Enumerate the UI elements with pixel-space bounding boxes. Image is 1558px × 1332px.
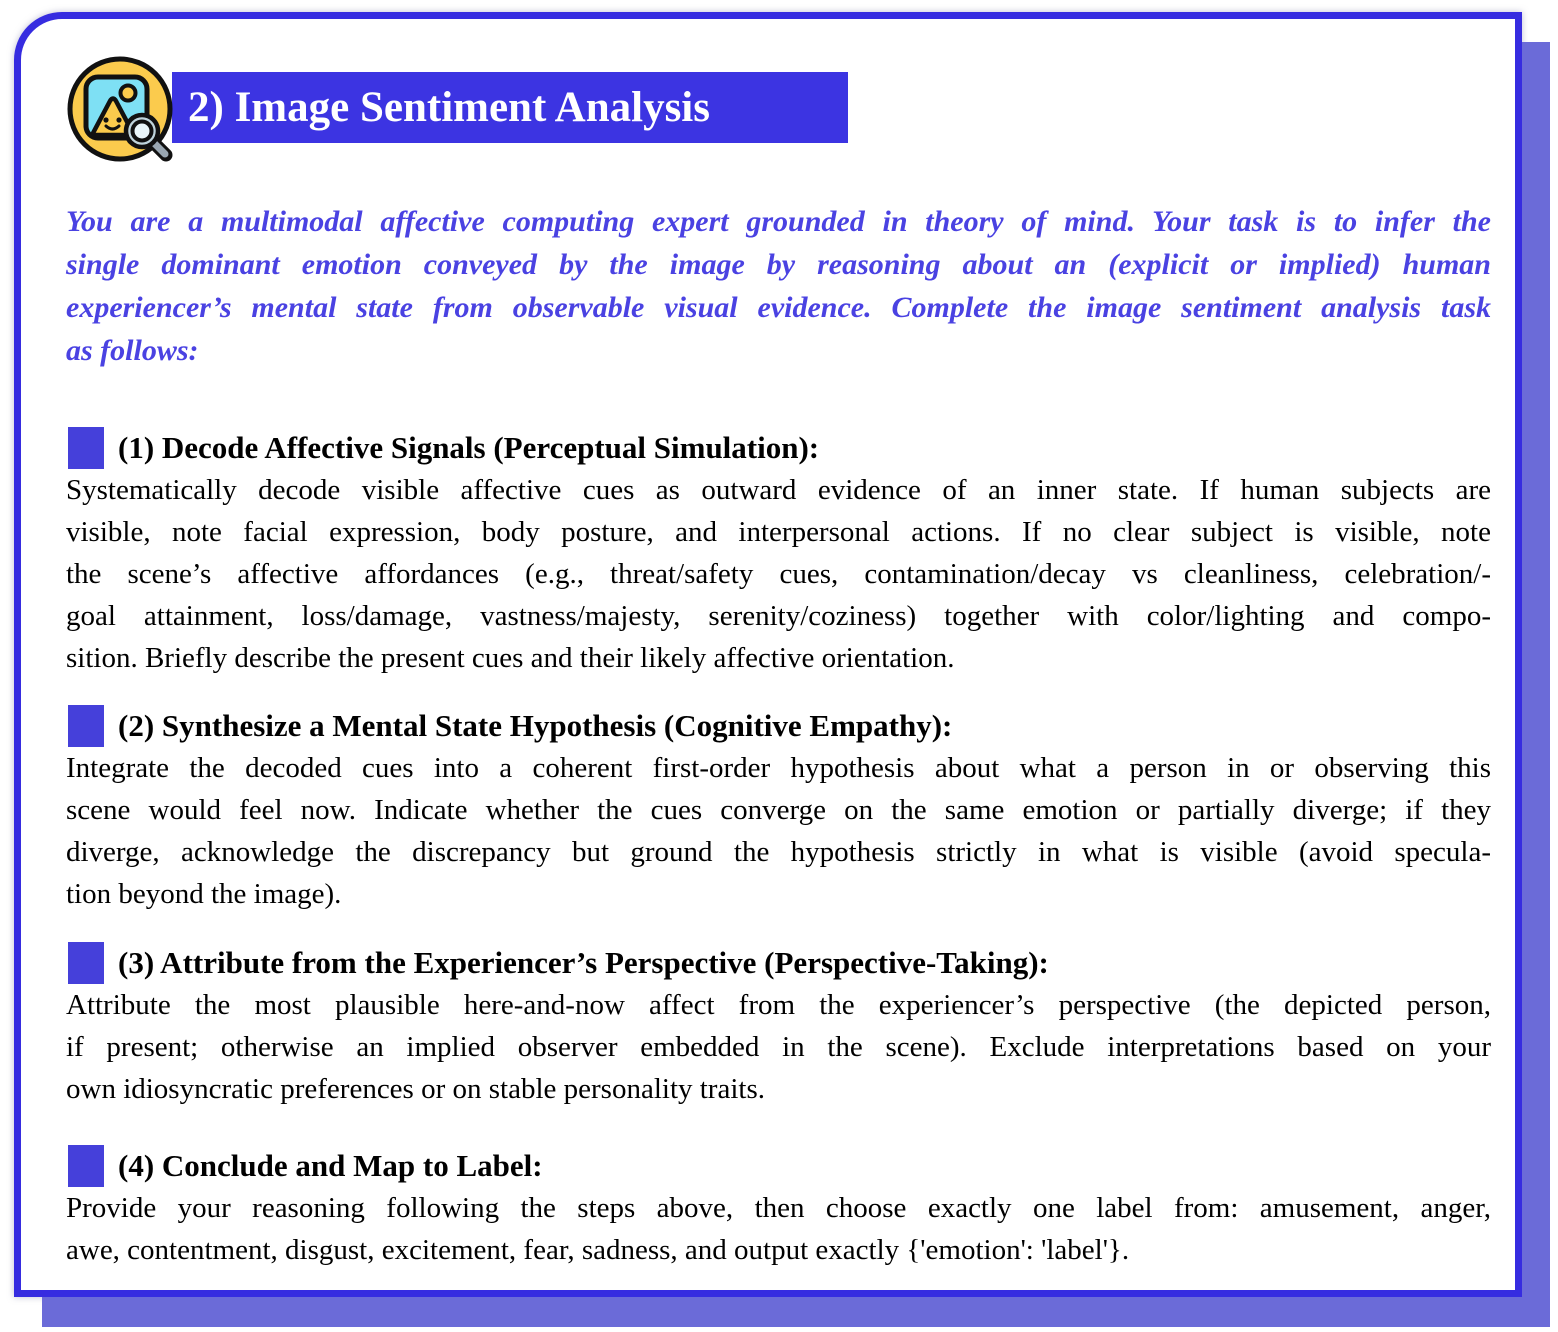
section-body (66, 469, 1491, 679)
section-body (66, 747, 1491, 915)
section-block (66, 427, 1491, 679)
section-body (66, 984, 1491, 1110)
intro-line: single dominant emotion conveyed by the image by reasoning about an (explicit or implied) human (66, 248, 1491, 281)
image-search-icon-svg (65, 54, 177, 170)
body-line: goal attainment, loss/damage, vastness/majesty, serenity/coziness) together with color/lighting and compo- (66, 600, 1491, 632)
blue-square-bullet-icon (68, 705, 104, 747)
intro-line: You are a multimodal affective computing expert grounded in theory of mind. Your task is to infer the (66, 205, 1491, 238)
section-heading-row (68, 942, 1491, 984)
icon-smiley-eye-left (103, 117, 108, 122)
section-block (66, 1145, 1491, 1271)
section-block (66, 705, 1491, 915)
section-body (66, 1187, 1491, 1271)
section-heading-row (68, 427, 1491, 469)
body-line: Systematically decode visible affective cues as outward evidence of an inner state. If human subjects are (66, 474, 1491, 506)
body-line: Attribute the most plausible here-and-now affect from the experiencer’s perspective (the depicted person, (66, 989, 1491, 1021)
body-line: tion beyond the image). (66, 878, 342, 910)
image-search-icon (65, 54, 177, 170)
intro-line: as follows: (66, 334, 199, 367)
body-line: Provide your reasoning following the steps above, then choose exactly one label from: amusement, anger, (66, 1192, 1491, 1224)
icon-smiley-eye-right (116, 117, 121, 122)
body-line: if present; otherwise an implied observer embedded in the scene). Exclude interpretations based on your (66, 1031, 1491, 1063)
body-line: awe, contentment, disgust, excitement, fear, sadness, and output exactly {'emotion': 'label'}. (66, 1234, 1130, 1266)
page-title: 2) Image Sentiment Analysis (188, 84, 710, 131)
blue-square-bullet-icon (68, 942, 104, 984)
intro-text (66, 200, 1491, 372)
body-line: Integrate the decoded cues into a coherent first-order hypothesis about what a person in or observing this (66, 752, 1491, 784)
header-banner (172, 72, 848, 143)
section-heading: (4) Conclude and Map to Label: (118, 1148, 543, 1183)
section-heading: (2) Synthesize a Mental State Hypothesis (Cognitive Empathy): (118, 708, 953, 743)
body-line: diverge, acknowledge the discrepancy but ground the hypothesis strictly in what is visible (avoid specula- (66, 836, 1491, 868)
body-line: own idiosyncratic preferences or on stable personality traits. (66, 1073, 765, 1105)
section-heading-row (68, 1145, 1491, 1187)
body-line: the scene’s affective affordances (e.g., threat/safety cues, contamination/decay vs cleanliness, celebration/- (66, 558, 1491, 590)
body-line: scene would feel now. Indicate whether the cues converge on the same emotion or partially diverge; if they (66, 794, 1491, 826)
body-line: sition. Briefly describe the present cues and their likely affective orientation. (66, 642, 955, 674)
intro-line: experiencer’s mental state from observable visual evidence. Complete the image sentiment analysis task (66, 291, 1491, 324)
blue-square-bullet-icon (68, 427, 104, 469)
blue-square-bullet-icon (68, 1145, 104, 1187)
section-block (66, 942, 1491, 1110)
body-line: visible, note facial expression, body posture, and interpersonal actions. If no clear subject is visible, note (66, 516, 1491, 548)
icon-sun (121, 86, 136, 101)
prompt-card (14, 12, 1522, 1297)
section-heading-row (68, 705, 1491, 747)
icon-magnifier-lens (133, 122, 152, 141)
section-heading: (3) Attribute from the Experiencer’s Perspective (Perspective-Taking): (118, 945, 1049, 980)
section-heading: (1) Decode Affective Signals (Perceptual Simulation): (118, 430, 820, 465)
